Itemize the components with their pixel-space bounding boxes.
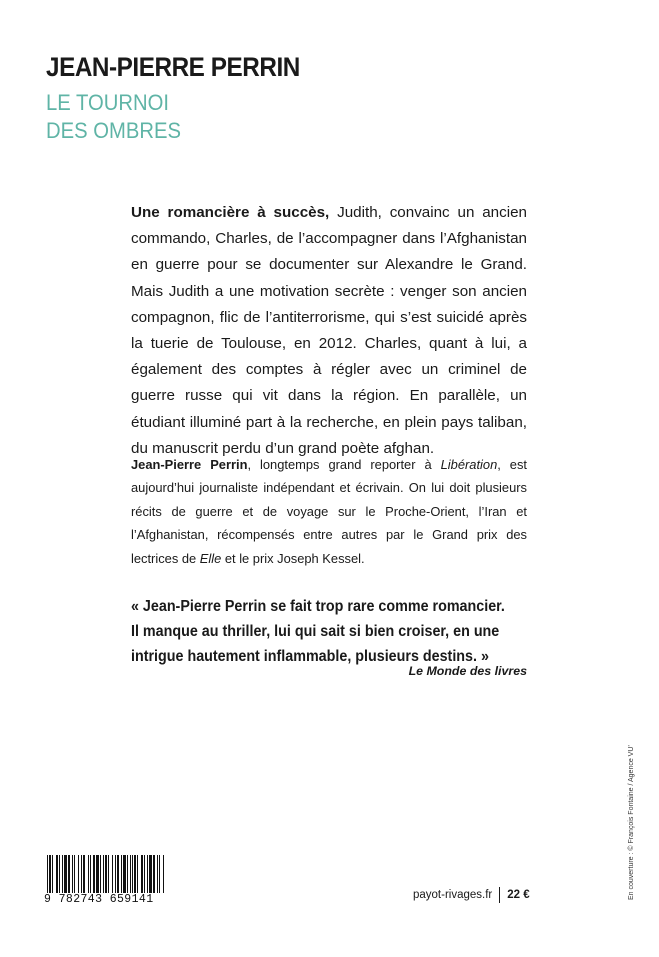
barcode-bar	[149, 855, 152, 895]
price: 22 €	[507, 889, 530, 901]
book-title-line-2: DES OMBRES	[46, 118, 181, 143]
barcode-bar	[153, 855, 155, 895]
barcode-bar	[72, 855, 73, 895]
barcode-bar	[137, 855, 138, 895]
summary-paragraph	[131, 200, 527, 462]
barcode-bar	[157, 855, 158, 895]
author-name: JEAN-PIERRE PERRIN	[46, 52, 300, 82]
barcode-bar	[132, 855, 133, 895]
barcode-bar	[59, 855, 60, 895]
barcode-bar	[134, 855, 136, 895]
barcode-bar	[144, 855, 145, 895]
barcode-bar	[83, 855, 85, 895]
barcode-bar	[163, 855, 164, 895]
publisher-website: payot-rivages.fr	[413, 889, 493, 901]
barcode-bar	[96, 855, 99, 895]
barcode-bar	[90, 855, 91, 895]
barcode-bar	[105, 855, 107, 895]
barcode-bar	[141, 855, 143, 895]
barcode-bar	[64, 855, 67, 895]
summary-lead: Une romancière à succès,	[131, 204, 330, 221]
barcode-bar	[121, 855, 122, 895]
cover-photo-credit: En couverture : © François Fontaine / Agence VU’	[628, 745, 635, 900]
barcode-bar	[56, 855, 58, 895]
bio-text-2: , est aujourd’hui journaliste indépendant et écrivain. On lui doit plusieurs récits de guerre et de voyage sur le Proche-Orient, l’Iran et l’Afghanistan, récompensés entre autres par le Grand prix des lectrices de	[131, 457, 527, 566]
barcode-bar	[103, 855, 104, 895]
barcode-bar	[123, 855, 126, 895]
barcode-bar	[147, 855, 148, 895]
footer-divider	[499, 887, 500, 903]
barcode-bar	[130, 855, 131, 895]
barcode-bar	[74, 855, 75, 895]
barcode-bar	[127, 855, 128, 895]
barcode-bar	[108, 855, 109, 895]
barcode-bar	[159, 855, 160, 895]
bio-text-3: et le prix Joseph Kessel.	[221, 550, 365, 566]
bio-magazine: Elle	[199, 550, 222, 566]
quote-line-3: intrigue hautement inflammable, plusieurs destins. »	[131, 647, 489, 665]
barcode-bar	[100, 855, 101, 895]
footer	[413, 887, 530, 903]
author-bio	[131, 453, 527, 570]
barcode-bar	[81, 855, 82, 895]
barcode-bar	[88, 855, 89, 895]
quote-line-1: « Jean-Pierre Perrin se fait trop rare comme romancier.	[131, 598, 505, 615]
isbn-number: 9 782743 659141	[44, 893, 168, 906]
quote-line-2: Il manque au thriller, lui qui sait si bien croiser, en une	[131, 622, 500, 640]
bio-text-1: , longtemps grand reporter à	[247, 457, 441, 472]
barcode-bar	[115, 855, 116, 895]
barcode-bar	[68, 855, 70, 895]
barcode-bar	[52, 855, 53, 895]
bio-newspaper: Libération	[440, 457, 498, 472]
barcode-bar	[62, 855, 63, 895]
barcode-bar	[93, 855, 95, 895]
barcode-bar	[47, 855, 48, 895]
barcode-bars	[46, 855, 166, 895]
summary-text: Judith, convainc un ancien commando, Charles, de l’accompagner dans l’Afghanistan en guerre pour se documenter sur Alexandre le Grand. Mais Judith a une motivation secrète : venger son ancien compagnon, flic de l’antiterrorisme, qui s’est suicidé après la tuerie de Toulouse, en 2012. Charles, quant à lui, a également des comptes à régler avec un criminel de guerre russe qui vit dans la région. En parallèle, un étudiant illuminé part à la recherche, en plein pays taliban, du manuscrit perdu d’un grand poète afghan.	[131, 204, 527, 457]
barcode-bar	[112, 855, 113, 895]
quote-source: Le Monde des livres	[408, 664, 527, 678]
bio-author-name: Jean-Pierre Perrin	[131, 457, 248, 472]
barcode-bar	[117, 855, 119, 895]
barcode-bar	[49, 855, 51, 895]
barcode-bar	[78, 855, 79, 895]
book-title-line-1: LE TOURNOI	[46, 90, 169, 115]
book-title	[46, 89, 181, 145]
press-quote	[131, 595, 503, 669]
